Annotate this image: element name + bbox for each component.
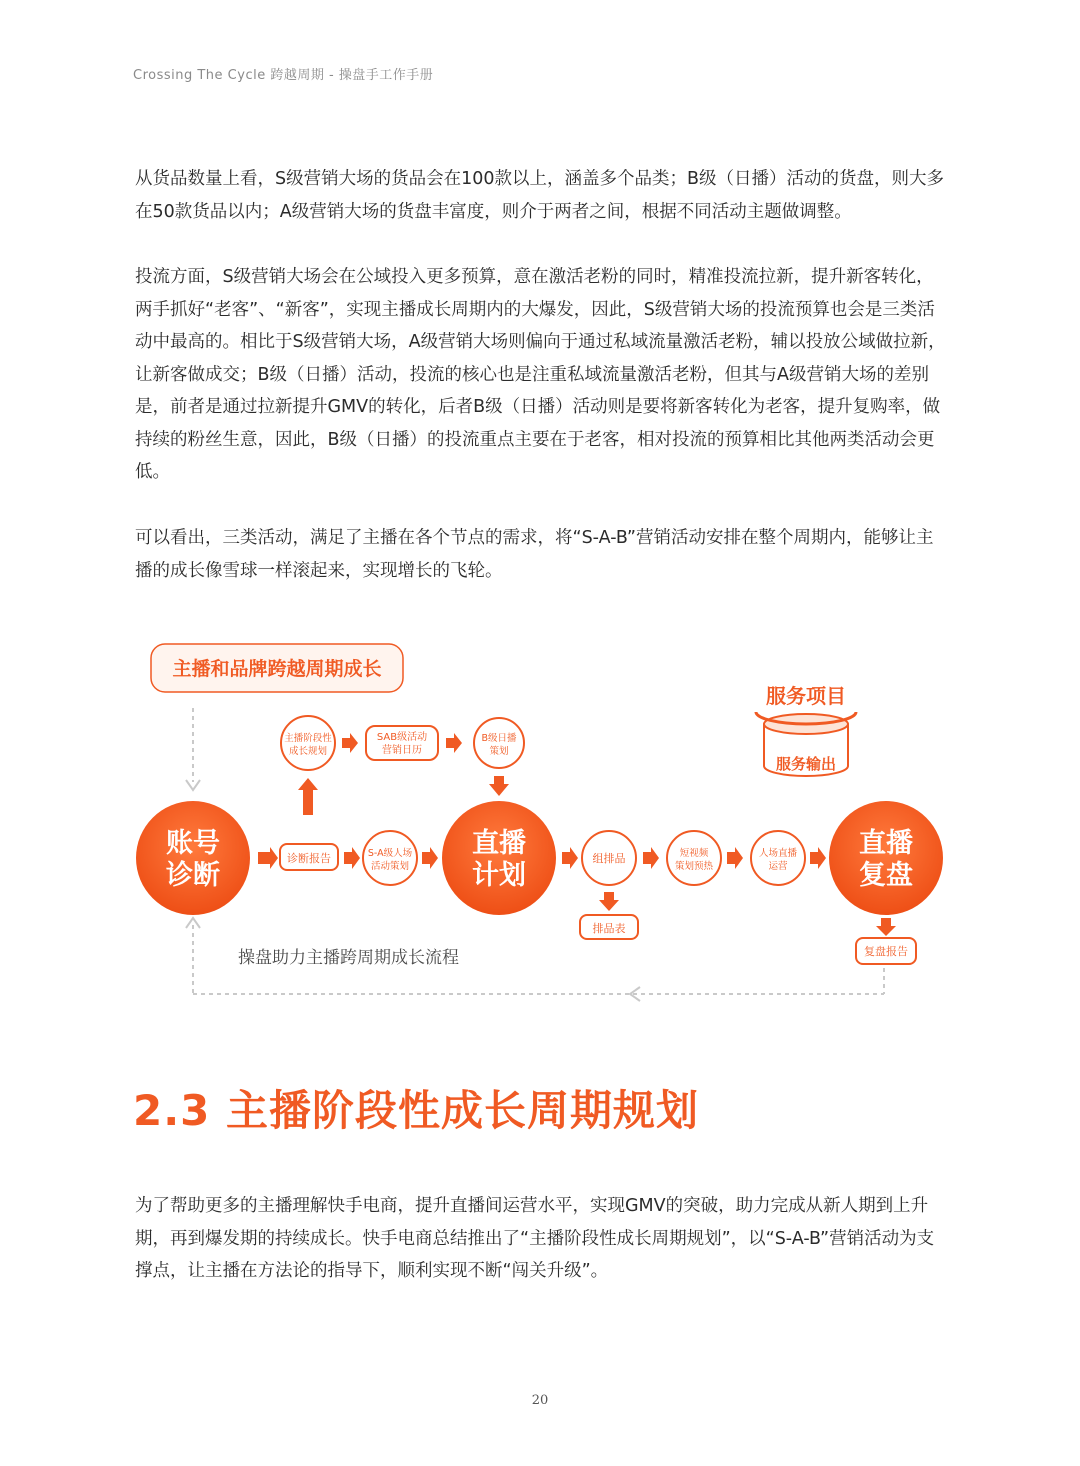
top-label-text: 主播和品牌跨越周期成长 xyxy=(172,658,382,680)
node-assortment xyxy=(582,831,636,885)
arrow-right-top-2 xyxy=(446,733,462,753)
node-s-event xyxy=(363,831,417,885)
review-line2: 复盘 xyxy=(859,860,913,891)
diagram-caption: 操盘助力主播跨周期成长流程 xyxy=(238,948,459,968)
arrow-right-2 xyxy=(344,847,360,869)
node-b-daily xyxy=(474,718,524,768)
bdaily-l1: B级日播 xyxy=(481,733,517,744)
node-live-plan xyxy=(442,801,556,915)
video-l2: 策划预热 xyxy=(674,861,714,872)
node-diag-report xyxy=(280,844,338,870)
ops-l2: 运营 xyxy=(768,861,788,872)
growth-l1: 主播阶段性 xyxy=(284,733,332,744)
arrow-right-6 xyxy=(727,847,743,869)
node-account-diagnosis xyxy=(136,801,250,915)
growth-l2: 成长规划 xyxy=(288,746,328,757)
product-list-text: 排品表 xyxy=(592,922,626,935)
assort-text: 组排品 xyxy=(592,852,626,865)
node-growth-planning xyxy=(281,716,335,770)
paragraph-traffic-investment: 投流方面，S级营销大场会在公域投入更多预算，意在激活老粉的同时，精准投流拉新，提升新客转化，两手抓好“老客”、“新客”，实现主播成长周期内的大爆发，因此，S级营销大场的投流预算也会是三类活动中最高的。相比于S级营销大场，A级营销大场则偏向于通过私域流量激活老粉，辅以投放公域做拉新，让新客做成交；B级（日播）活动，投流的核心也是注重私域流量激活老粉，但其与A级营销大场的差别是，前者是通过拉新提升GMV的转化，后者B级（日播）活动则是要将新客转化为老客，提升复购率，做持续的粉丝生意，因此，B级（日播）的投流重点主要在于老客，相对投流的预算相比其他两类活动会更低。 xyxy=(135,267,946,482)
paragraph-summary: 可以看出，三类活动，满足了主播在各个节点的需求，将“S-A-B”营销活动安排在整个周期内，能够让主播的成长像雪球一样滚起来，实现增长的飞轮。 xyxy=(135,528,934,581)
node-review-report xyxy=(856,938,916,964)
diag-report-text: 诊断报告 xyxy=(287,852,331,865)
arrow-down-bdaily xyxy=(489,776,509,796)
plan-line1: 直播 xyxy=(472,828,526,859)
running-header: Crossing The Cycle 跨越周期 - 操盘手工作手册 xyxy=(133,68,434,83)
ops-l1: 人场直播 xyxy=(758,848,798,859)
review-line1: 直播 xyxy=(859,828,913,859)
s-event-l2: 活动策划 xyxy=(370,861,410,872)
node-short-video xyxy=(667,831,721,885)
bdaily-l2: 策划 xyxy=(489,746,509,757)
arrow-up-growth xyxy=(298,778,318,815)
video-l1: 短视频 xyxy=(679,848,709,859)
account-line2: 诊断 xyxy=(166,860,220,891)
arrow-right-1 xyxy=(258,847,278,869)
plan-line2: 计划 xyxy=(472,860,526,891)
page-number: 20 xyxy=(531,1393,549,1408)
node-sab-calendar xyxy=(366,726,438,760)
node-product-list xyxy=(580,915,638,939)
paragraph-section-intro: 为了帮助更多的主播理解快手电商，提升直播间运营水平，实现GMV的突破，助力完成从新人期到上升期，再到爆发期的持续成长。快手电商总结推出了“主播阶段性成长周期规划”，以“S-A-B”营销活动为支撑点，让主播在方法论的指导下，顺利实现不断“闯关升级”。 xyxy=(135,1196,935,1281)
service-output: 服务输出 xyxy=(775,755,837,773)
s-event-l1: S-A级人场 xyxy=(367,848,413,859)
top-label-box xyxy=(151,644,403,692)
arrow-right-top-1 xyxy=(342,733,358,753)
node-live-ops xyxy=(751,831,805,885)
arrow-right-3 xyxy=(422,847,438,869)
review-report-text: 复盘报告 xyxy=(864,945,908,958)
service-cylinder xyxy=(756,684,856,776)
service-title: 服务项目 xyxy=(766,684,846,708)
arrow-right-7 xyxy=(810,847,826,869)
arrow-right-5 xyxy=(643,847,659,869)
arrow-right-4 xyxy=(562,847,578,869)
arrow-down-review xyxy=(876,918,896,936)
account-line1: 账号 xyxy=(166,828,220,859)
section-title: 2.3 主播阶段性成长周期规划 xyxy=(133,1086,700,1135)
paragraph-product-quantity: 从货品数量上看，S级营销大场的货品会在100款以上，涵盖多个品类；B级（日播）活动的货盘，则大多在50款货品以内；A级营销大场的货盘丰富度，则介于两者之间，根据不同活动主题做调整。 xyxy=(135,169,945,222)
sab-l2: 营销日历 xyxy=(382,745,422,756)
growth-flow-diagram xyxy=(0,630,1080,1010)
sab-l1: SAB级活动 xyxy=(376,732,428,743)
arrow-down-assort xyxy=(599,892,619,911)
node-live-review xyxy=(829,801,943,915)
